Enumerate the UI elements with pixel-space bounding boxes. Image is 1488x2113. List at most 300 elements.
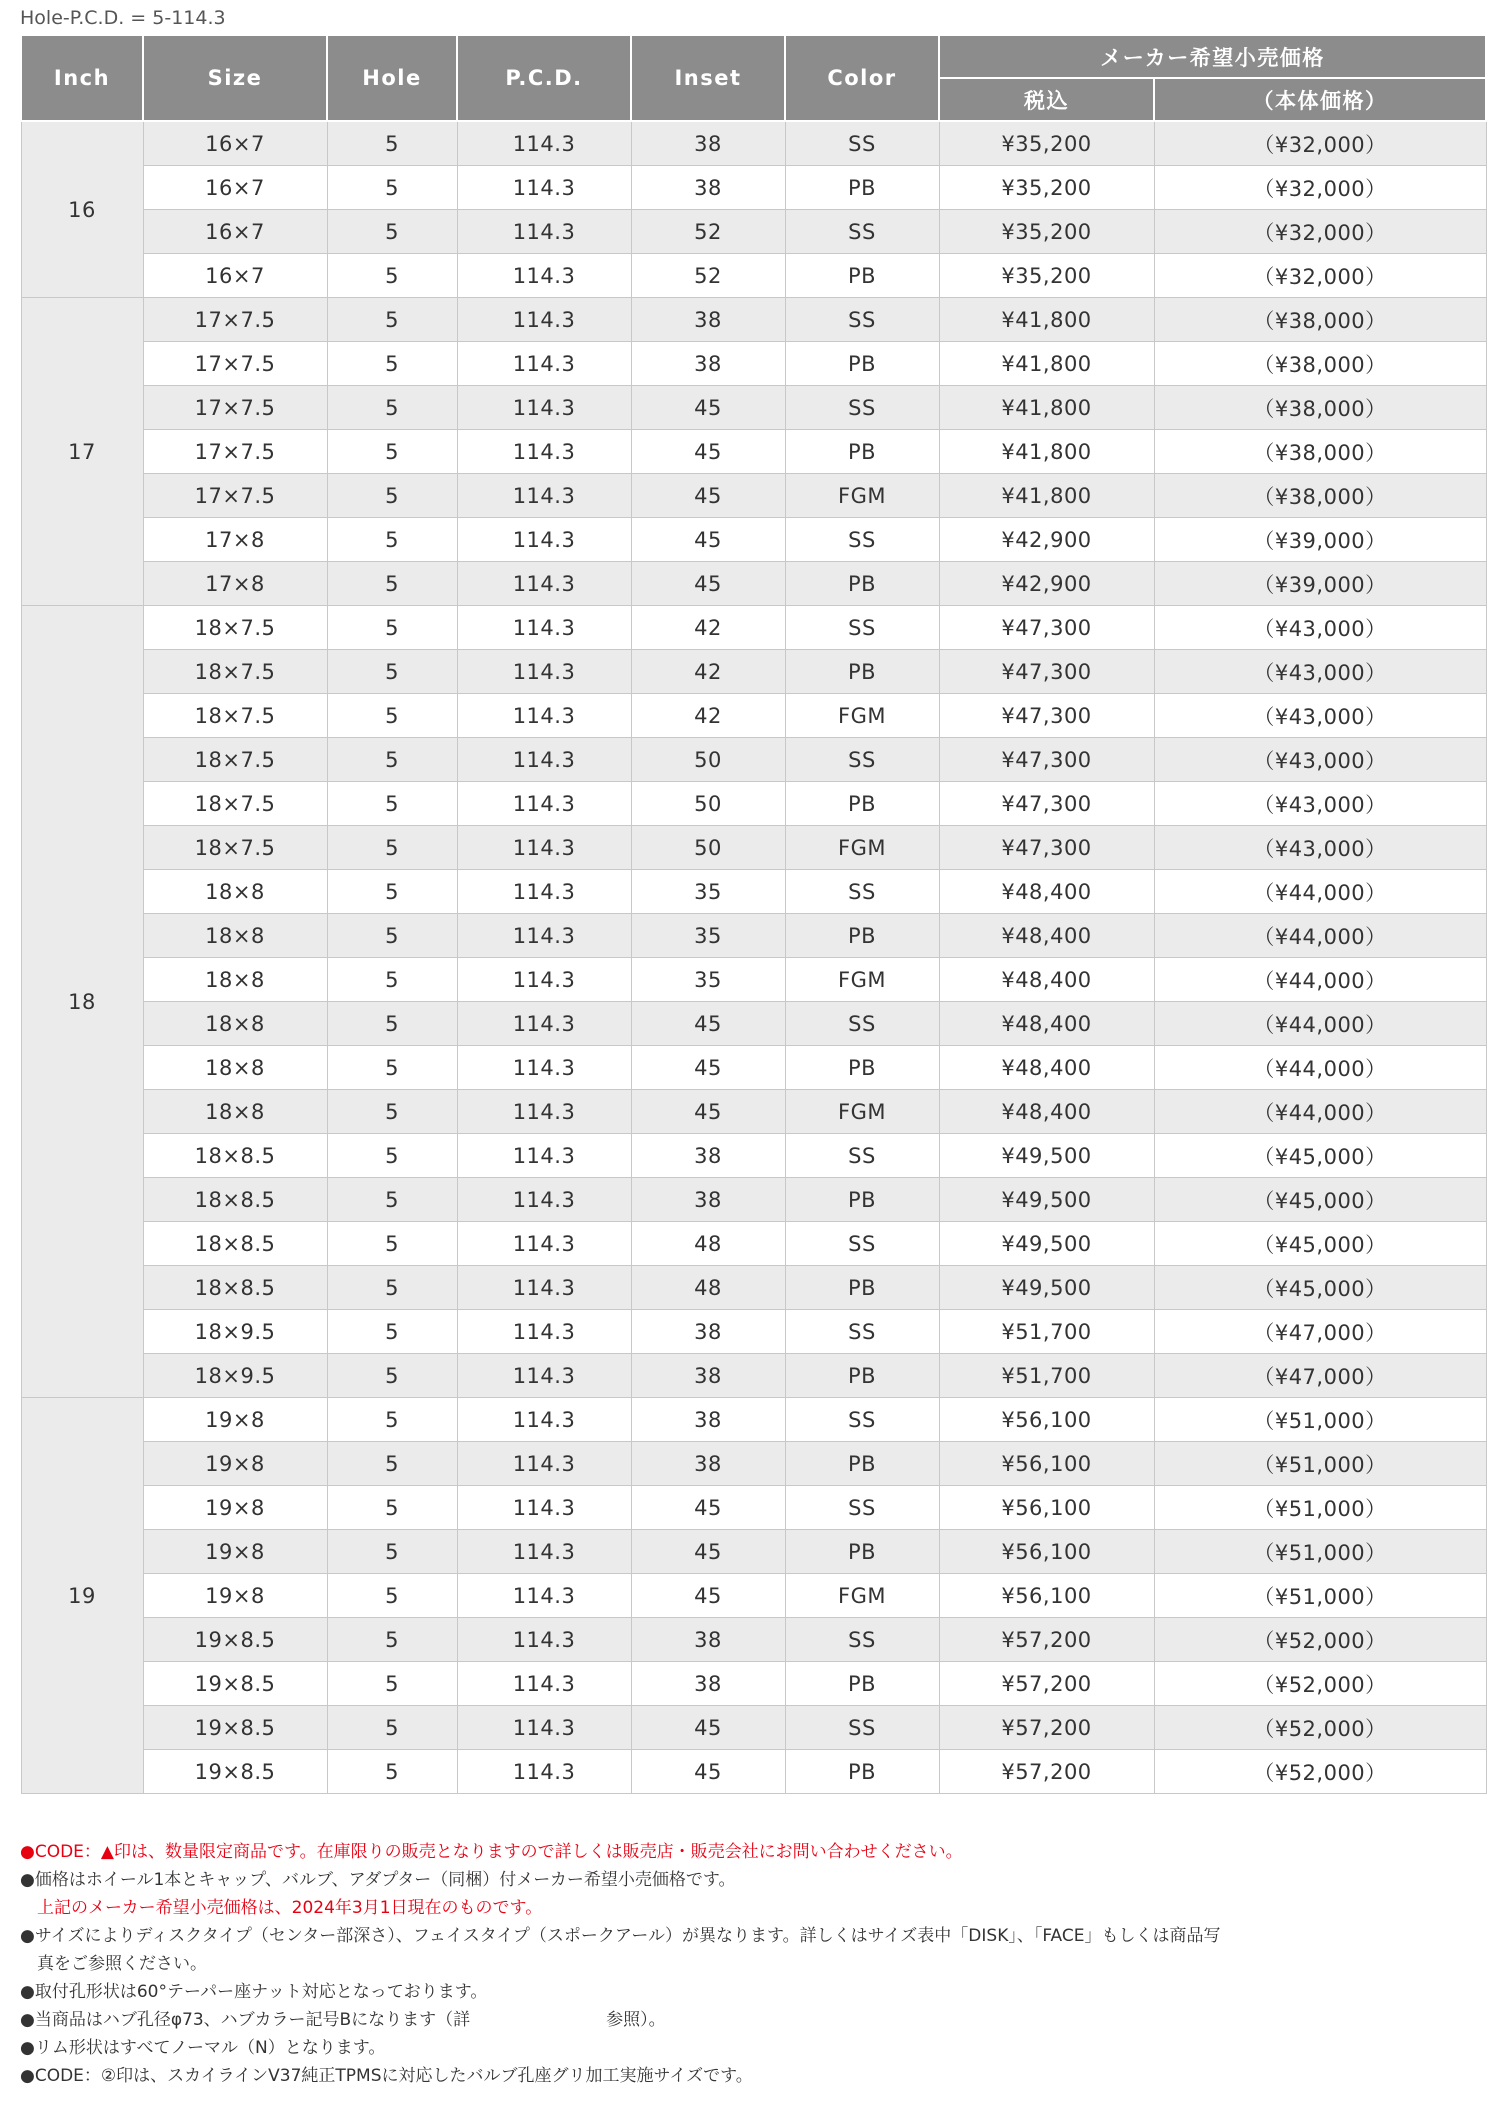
table-row [21, 1442, 1486, 1486]
cell-color: SS [785, 606, 939, 650]
cell-base-price: （¥45,000） [1154, 1222, 1486, 1266]
cell-size: 18×9.5 [143, 1354, 327, 1398]
cell-base-price: （¥44,000） [1154, 914, 1486, 958]
cell-pcd: 114.3 [457, 562, 631, 606]
cell-hole: 5 [327, 694, 457, 738]
cell-color: FGM [785, 474, 939, 518]
cell-base-price: （¥43,000） [1154, 782, 1486, 826]
cell-color: SS [785, 1486, 939, 1530]
cell-size: 18×8.5 [143, 1134, 327, 1178]
cell-hole: 5 [327, 1618, 457, 1662]
cell-size: 19×8.5 [143, 1750, 327, 1794]
cell-base-price: （¥32,000） [1154, 121, 1486, 166]
table-row [21, 1530, 1486, 1574]
note-line: 真をご参照ください。 [37, 1954, 207, 1974]
cell-color: PB [785, 1442, 939, 1486]
cell-price-tax-in: ¥48,400 [939, 1090, 1154, 1134]
cell-inset: 38 [631, 1618, 785, 1662]
cell-size: 17×7.5 [143, 342, 327, 386]
table-row [21, 166, 1486, 210]
cell-size: 19×8 [143, 1574, 327, 1618]
cell-price-tax-in: ¥41,800 [939, 474, 1154, 518]
cell-hole: 5 [327, 298, 457, 342]
table-row [21, 1574, 1486, 1618]
cell-base-price: （¥38,000） [1154, 430, 1486, 474]
cell-base-price: （¥51,000） [1154, 1398, 1486, 1442]
cell-price-tax-in: ¥49,500 [939, 1134, 1154, 1178]
cell-base-price: （¥51,000） [1154, 1486, 1486, 1530]
table-row [21, 826, 1486, 870]
cell-size: 19×8 [143, 1398, 327, 1442]
cell-price-tax-in: ¥48,400 [939, 1046, 1154, 1090]
cell-pcd: 114.3 [457, 1662, 631, 1706]
cell-hole: 5 [327, 1090, 457, 1134]
cell-price-tax-in: ¥41,800 [939, 298, 1154, 342]
cell-pcd: 114.3 [457, 474, 631, 518]
cell-pcd: 114.3 [457, 1706, 631, 1750]
cell-pcd: 114.3 [457, 298, 631, 342]
cell-pcd: 114.3 [457, 342, 631, 386]
cell-size: 18×8 [143, 1002, 327, 1046]
cell-size: 18×8 [143, 1090, 327, 1134]
header-inset: Inset [631, 35, 785, 121]
table-row [21, 254, 1486, 298]
cell-inset: 45 [631, 562, 785, 606]
cell-size: 17×8 [143, 518, 327, 562]
cell-inset: 45 [631, 430, 785, 474]
cell-pcd: 114.3 [457, 870, 631, 914]
cell-hole: 5 [327, 1398, 457, 1442]
cell-base-price: （¥43,000） [1154, 606, 1486, 650]
cell-base-price: （¥43,000） [1154, 694, 1486, 738]
cell-color: SS [785, 1706, 939, 1750]
cell-price-tax-in: ¥35,200 [939, 121, 1154, 166]
cell-inset: 38 [631, 1662, 785, 1706]
cell-pcd: 114.3 [457, 1442, 631, 1486]
table-row [21, 386, 1486, 430]
cell-pcd: 114.3 [457, 166, 631, 210]
table-row [21, 1398, 1486, 1442]
cell-inset: 35 [631, 870, 785, 914]
cell-inset: 35 [631, 958, 785, 1002]
cell-inch: 18 [21, 606, 143, 1398]
cell-inset: 50 [631, 782, 785, 826]
cell-inset: 45 [631, 518, 785, 562]
cell-base-price: （¥44,000） [1154, 1046, 1486, 1090]
table-row [21, 1486, 1486, 1530]
cell-base-price: （¥38,000） [1154, 386, 1486, 430]
cell-color: SS [785, 1618, 939, 1662]
cell-inset: 52 [631, 254, 785, 298]
spec-table-body [21, 121, 1486, 1794]
cell-hole: 5 [327, 121, 457, 166]
cell-price-tax-in: ¥41,800 [939, 342, 1154, 386]
cell-inset: 45 [631, 1706, 785, 1750]
cell-size: 17×7.5 [143, 430, 327, 474]
cell-inset: 45 [631, 1046, 785, 1090]
cell-color: SS [785, 738, 939, 782]
cell-inset: 45 [631, 1002, 785, 1046]
cell-base-price: （¥45,000） [1154, 1134, 1486, 1178]
cell-base-price: （¥32,000） [1154, 254, 1486, 298]
cell-inset: 38 [631, 1442, 785, 1486]
cell-pcd: 114.3 [457, 1090, 631, 1134]
cell-inset: 38 [631, 298, 785, 342]
table-row [21, 1354, 1486, 1398]
cell-price-tax-in: ¥48,400 [939, 914, 1154, 958]
cell-color: PB [785, 342, 939, 386]
cell-pcd: 114.3 [457, 958, 631, 1002]
notes-section [20, 1838, 1470, 2090]
cell-color: FGM [785, 826, 939, 870]
cell-base-price: （¥44,000） [1154, 958, 1486, 1002]
cell-hole: 5 [327, 386, 457, 430]
cell-inset: 50 [631, 826, 785, 870]
cell-hole: 5 [327, 210, 457, 254]
note-line: ●サイズによりディスクタイプ（センター部深さ）、フェイスタイプ（スポークアール）が異なります。詳しくはサイズ表中「DISK」、「FACE」もしくは商品写 [20, 1926, 1221, 1946]
cell-hole: 5 [327, 1046, 457, 1090]
cell-inset: 38 [631, 166, 785, 210]
cell-size: 19×8.5 [143, 1706, 327, 1750]
cell-price-tax-in: ¥49,500 [939, 1266, 1154, 1310]
cell-color: FGM [785, 1574, 939, 1618]
header-inch: Inch [21, 35, 143, 121]
cell-inset: 48 [631, 1222, 785, 1266]
cell-pcd: 114.3 [457, 1222, 631, 1266]
header-tax-in: 税込 [939, 78, 1154, 121]
cell-hole: 5 [327, 166, 457, 210]
cell-size: 16×7 [143, 121, 327, 166]
cell-price-tax-in: ¥35,200 [939, 210, 1154, 254]
cell-base-price: （¥38,000） [1154, 298, 1486, 342]
cell-size: 18×7.5 [143, 826, 327, 870]
cell-inset: 45 [631, 1090, 785, 1134]
cell-hole: 5 [327, 1134, 457, 1178]
header-color: Color [785, 35, 939, 121]
cell-inset: 45 [631, 1486, 785, 1530]
cell-price-tax-in: ¥35,200 [939, 166, 1154, 210]
cell-base-price: （¥39,000） [1154, 518, 1486, 562]
cell-inset: 38 [631, 1398, 785, 1442]
cell-inset: 45 [631, 1530, 785, 1574]
cell-pcd: 114.3 [457, 1398, 631, 1442]
cell-pcd: 114.3 [457, 782, 631, 826]
cell-color: PB [785, 650, 939, 694]
cell-price-tax-in: ¥42,900 [939, 518, 1154, 562]
table-row [21, 914, 1486, 958]
cell-hole: 5 [327, 650, 457, 694]
table-row [21, 342, 1486, 386]
cell-color: PB [785, 430, 939, 474]
cell-size: 18×8.5 [143, 1178, 327, 1222]
cell-pcd: 114.3 [457, 1178, 631, 1222]
table-row [21, 1222, 1486, 1266]
cell-color: SS [785, 1134, 939, 1178]
cell-color: SS [785, 386, 939, 430]
cell-inset: 45 [631, 474, 785, 518]
cell-price-tax-in: ¥42,900 [939, 562, 1154, 606]
cell-price-tax-in: ¥49,500 [939, 1222, 1154, 1266]
cell-color: SS [785, 1398, 939, 1442]
cell-pcd: 114.3 [457, 1134, 631, 1178]
cell-pcd: 114.3 [457, 386, 631, 430]
cell-hole: 5 [327, 342, 457, 386]
cell-pcd: 114.3 [457, 1002, 631, 1046]
note-line: ●リム形状はすべてノーマル（N）となります。 [20, 2038, 386, 2058]
cell-color: FGM [785, 694, 939, 738]
cell-size: 18×7.5 [143, 694, 327, 738]
cell-size: 17×7.5 [143, 386, 327, 430]
table-row [21, 121, 1486, 166]
note-line: ●CODE：▲印は、数量限定商品です。在庫限りの販売となりますので詳しくは販売店・販売会社にお問い合わせください。 [20, 1842, 963, 1862]
cell-hole: 5 [327, 430, 457, 474]
cell-pcd: 114.3 [457, 694, 631, 738]
cell-inset: 38 [631, 1134, 785, 1178]
cell-base-price: （¥44,000） [1154, 1002, 1486, 1046]
cell-price-tax-in: ¥47,300 [939, 826, 1154, 870]
cell-hole: 5 [327, 1002, 457, 1046]
cell-base-price: （¥47,000） [1154, 1354, 1486, 1398]
cell-base-price: （¥44,000） [1154, 870, 1486, 914]
table-row [21, 298, 1486, 342]
table-row [21, 1046, 1486, 1090]
cell-color: PB [785, 254, 939, 298]
cell-size: 18×9.5 [143, 1310, 327, 1354]
cell-size: 18×8 [143, 870, 327, 914]
cell-price-tax-in: ¥47,300 [939, 606, 1154, 650]
cell-base-price: （¥39,000） [1154, 562, 1486, 606]
cell-size: 18×7.5 [143, 738, 327, 782]
cell-base-price: （¥38,000） [1154, 342, 1486, 386]
cell-pcd: 114.3 [457, 650, 631, 694]
table-row [21, 1618, 1486, 1662]
cell-size: 19×8 [143, 1442, 327, 1486]
note-line: ●価格はホイール1本とキャップ、バルブ、アダプター（同梱）付メーカー希望小売価格です。 [20, 1870, 736, 1890]
cell-size: 17×7.5 [143, 298, 327, 342]
cell-hole: 5 [327, 518, 457, 562]
cell-color: PB [785, 1530, 939, 1574]
note-line: ●取付孔形状は60°テーパー座ナット対応となっております。 [20, 1982, 488, 2002]
cell-color: SS [785, 1002, 939, 1046]
table-row [21, 958, 1486, 1002]
cell-inset: 38 [631, 1310, 785, 1354]
cell-hole: 5 [327, 826, 457, 870]
cell-color: FGM [785, 1090, 939, 1134]
cell-size: 16×7 [143, 210, 327, 254]
cell-color: PB [785, 1354, 939, 1398]
cell-hole: 5 [327, 1662, 457, 1706]
cell-color: SS [785, 210, 939, 254]
table-row [21, 738, 1486, 782]
cell-base-price: （¥52,000） [1154, 1618, 1486, 1662]
cell-base-price: （¥52,000） [1154, 1750, 1486, 1794]
table-row [21, 870, 1486, 914]
cell-size: 18×8.5 [143, 1266, 327, 1310]
cell-base-price: （¥44,000） [1154, 1090, 1486, 1134]
cell-pcd: 114.3 [457, 1046, 631, 1090]
cell-size: 17×7.5 [143, 474, 327, 518]
cell-pcd: 114.3 [457, 1618, 631, 1662]
cell-size: 19×8 [143, 1530, 327, 1574]
cell-price-tax-in: ¥41,800 [939, 430, 1154, 474]
cell-price-tax-in: ¥57,200 [939, 1750, 1154, 1794]
cell-size: 19×8.5 [143, 1662, 327, 1706]
cell-price-tax-in: ¥48,400 [939, 870, 1154, 914]
cell-inset: 42 [631, 694, 785, 738]
cell-base-price: （¥51,000） [1154, 1442, 1486, 1486]
cell-inset: 38 [631, 1354, 785, 1398]
cell-pcd: 114.3 [457, 738, 631, 782]
cell-color: PB [785, 1266, 939, 1310]
table-row [21, 1662, 1486, 1706]
cell-base-price: （¥32,000） [1154, 166, 1486, 210]
cell-size: 18×8 [143, 1046, 327, 1090]
cell-inset: 38 [631, 121, 785, 166]
table-row [21, 562, 1486, 606]
cell-inch: 16 [21, 121, 143, 298]
cell-hole: 5 [327, 782, 457, 826]
header-size: Size [143, 35, 327, 121]
cell-pcd: 114.3 [457, 518, 631, 562]
cell-pcd: 114.3 [457, 1750, 631, 1794]
cell-price-tax-in: ¥49,500 [939, 1178, 1154, 1222]
cell-pcd: 114.3 [457, 1310, 631, 1354]
table-row [21, 1266, 1486, 1310]
table-row [21, 1090, 1486, 1134]
cell-inset: 35 [631, 914, 785, 958]
cell-color: SS [785, 870, 939, 914]
cell-price-tax-in: ¥56,100 [939, 1398, 1154, 1442]
table-row [21, 694, 1486, 738]
cell-inset: 38 [631, 342, 785, 386]
table-row [21, 1706, 1486, 1750]
cell-pcd: 114.3 [457, 1486, 631, 1530]
cell-inset: 50 [631, 738, 785, 782]
cell-hole: 5 [327, 474, 457, 518]
cell-price-tax-in: ¥56,100 [939, 1530, 1154, 1574]
cell-color: SS [785, 1222, 939, 1266]
cell-base-price: （¥51,000） [1154, 1574, 1486, 1618]
cell-pcd: 114.3 [457, 1354, 631, 1398]
cell-hole: 5 [327, 958, 457, 1002]
cell-base-price: （¥52,000） [1154, 1662, 1486, 1706]
header-base-price: （本体価格） [1154, 78, 1486, 121]
cell-inset: 52 [631, 210, 785, 254]
cell-hole: 5 [327, 1486, 457, 1530]
cell-base-price: （¥45,000） [1154, 1178, 1486, 1222]
cell-price-tax-in: ¥57,200 [939, 1662, 1154, 1706]
cell-price-tax-in: ¥57,200 [939, 1706, 1154, 1750]
cell-hole: 5 [327, 1354, 457, 1398]
cell-hole: 5 [327, 1310, 457, 1354]
cell-hole: 5 [327, 1530, 457, 1574]
cell-hole: 5 [327, 254, 457, 298]
table-row [21, 430, 1486, 474]
cell-base-price: （¥32,000） [1154, 210, 1486, 254]
cell-hole: 5 [327, 870, 457, 914]
header-pcd: P.C.D. [457, 35, 631, 121]
header-price-group: メーカー希望小売価格 [939, 35, 1486, 78]
cell-price-tax-in: ¥47,300 [939, 694, 1154, 738]
cell-hole: 5 [327, 738, 457, 782]
cell-inset: 42 [631, 606, 785, 650]
wheel-spec-table [20, 34, 1487, 1794]
cell-price-tax-in: ¥57,200 [939, 1618, 1154, 1662]
table-row [21, 606, 1486, 650]
cell-color: PB [785, 1750, 939, 1794]
cell-pcd: 114.3 [457, 121, 631, 166]
cell-price-tax-in: ¥56,100 [939, 1486, 1154, 1530]
cell-hole: 5 [327, 606, 457, 650]
cell-color: PB [785, 562, 939, 606]
cell-base-price: （¥43,000） [1154, 738, 1486, 782]
cell-hole: 5 [327, 1442, 457, 1486]
table-row [21, 650, 1486, 694]
cell-hole: 5 [327, 1266, 457, 1310]
cell-color: PB [785, 782, 939, 826]
cell-inset: 42 [631, 650, 785, 694]
table-row [21, 1750, 1486, 1794]
cell-pcd: 114.3 [457, 430, 631, 474]
cell-price-tax-in: ¥47,300 [939, 782, 1154, 826]
cell-inset: 45 [631, 1750, 785, 1794]
cell-hole: 5 [327, 1574, 457, 1618]
cell-size: 19×8 [143, 1486, 327, 1530]
table-row [21, 210, 1486, 254]
cell-color: PB [785, 914, 939, 958]
cell-color: SS [785, 518, 939, 562]
cell-price-tax-in: ¥47,300 [939, 650, 1154, 694]
table-row [21, 474, 1486, 518]
cell-inch: 19 [21, 1398, 143, 1794]
cell-price-tax-in: ¥35,200 [939, 254, 1154, 298]
cell-base-price: （¥43,000） [1154, 650, 1486, 694]
cell-price-tax-in: ¥41,800 [939, 386, 1154, 430]
cell-inset: 48 [631, 1266, 785, 1310]
cell-hole: 5 [327, 1750, 457, 1794]
cell-hole: 5 [327, 562, 457, 606]
note-line: 上記のメーカー希望小売価格は、2024年3月1日現在のものです。 [37, 1898, 543, 1918]
cell-size: 16×7 [143, 166, 327, 210]
note-line: ●CODE：②印は、スカイラインV37純正TPMSに対応したバルブ孔座グリ加工実施サイズです。 [20, 2066, 753, 2086]
cell-pcd: 114.3 [457, 1574, 631, 1618]
cell-price-tax-in: ¥51,700 [939, 1310, 1154, 1354]
table-row [21, 1134, 1486, 1178]
cell-size: 18×8 [143, 914, 327, 958]
cell-size: 18×8 [143, 958, 327, 1002]
cell-inch: 17 [21, 298, 143, 606]
cell-hole: 5 [327, 1178, 457, 1222]
table-row [21, 782, 1486, 826]
header-hole: Hole [327, 35, 457, 121]
cell-inset: 45 [631, 386, 785, 430]
cell-size: 17×8 [143, 562, 327, 606]
cell-price-tax-in: ¥56,100 [939, 1574, 1154, 1618]
cell-color: FGM [785, 958, 939, 1002]
cell-color: PB [785, 166, 939, 210]
cell-price-tax-in: ¥48,400 [939, 1002, 1154, 1046]
cell-pcd: 114.3 [457, 1266, 631, 1310]
cell-hole: 5 [327, 1706, 457, 1750]
cell-pcd: 114.3 [457, 826, 631, 870]
cell-pcd: 114.3 [457, 606, 631, 650]
cell-price-tax-in: ¥56,100 [939, 1442, 1154, 1486]
cell-base-price: （¥51,000） [1154, 1530, 1486, 1574]
cell-color: PB [785, 1662, 939, 1706]
cell-hole: 5 [327, 914, 457, 958]
cell-pcd: 114.3 [457, 914, 631, 958]
cell-price-tax-in: ¥48,400 [939, 958, 1154, 1002]
